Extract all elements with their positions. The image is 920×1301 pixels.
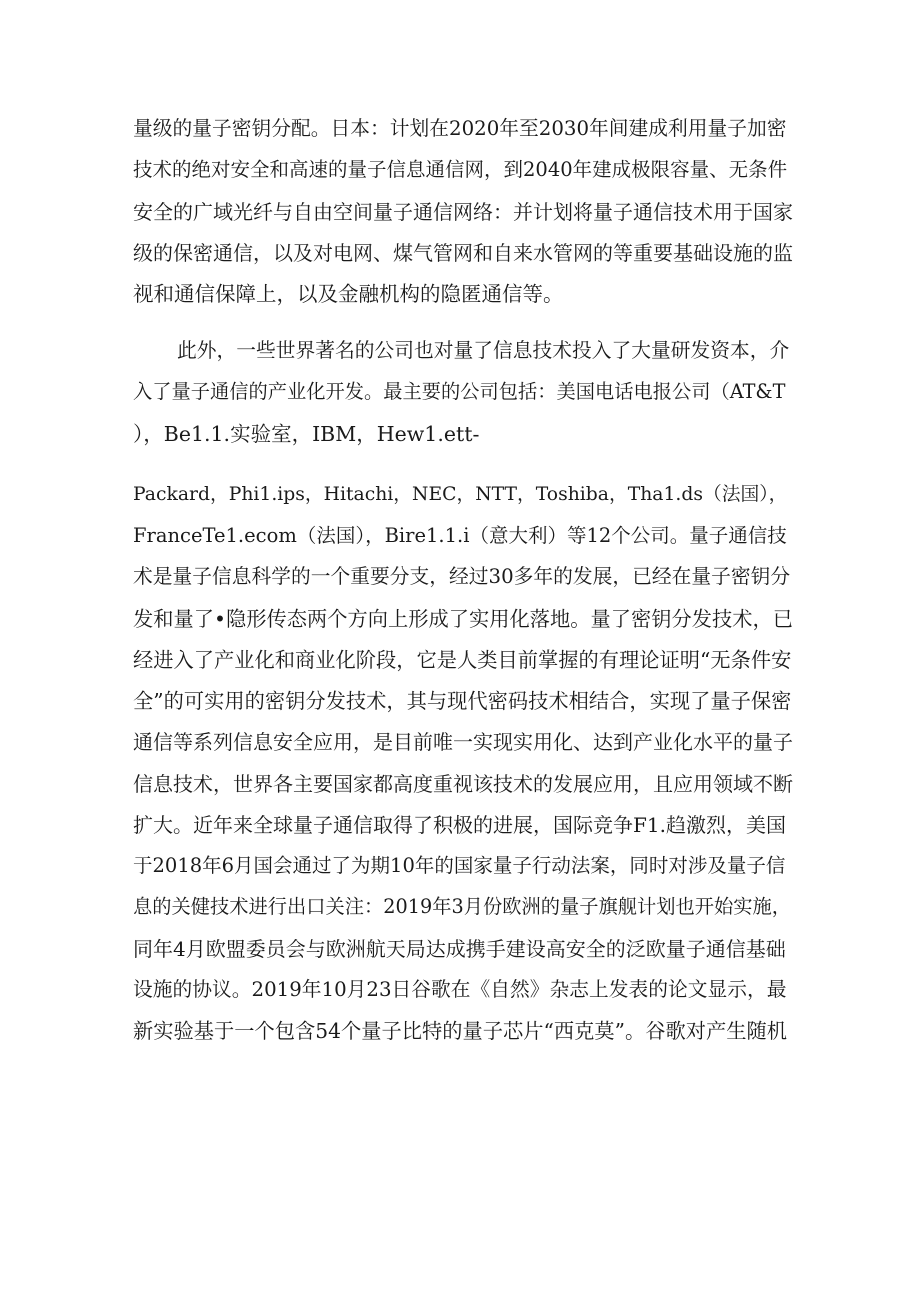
paragraph-2-line: 此外，一些世界著名的公司也对量了信息技术投入了大量研发资本，介 — [177, 339, 790, 362]
paragraph-1-line: 技术的绝对安全和高速的量子信息通信网，到2040年建成极限容量、无条件 — [133, 158, 788, 181]
paragraph-1-line: 视和通信保障上，以及金融机构的隐匿通信等。 — [133, 282, 564, 306]
paragraph-2-line: 信息技术，世界各主要国家都高度重视该技术的发展应用，且应用领域不断 — [133, 772, 793, 796]
paragraph-1-line: 安全的广域光纤与自由空间量子通信网络：并计划将量子通信技术用于国家 — [133, 200, 793, 224]
paragraph-2-line: 入了量子通信的产业化开发。最主要的公司包括：美国电话电报公司（AT&T — [133, 380, 786, 403]
paragraph-2-line: ），Be1.1.实验室，IBM，Hew1.ett- — [133, 422, 480, 446]
paragraph-2-line: Packard，Phi1.ips，Hitachi，NEC，NTT，Toshiba，Tha1.ds（法国）， — [133, 484, 788, 505]
paragraph-2-line: FranceTe1.ecom（法国），Bire1.1.i（意大利）等12个公司。量子通信技 — [133, 524, 787, 547]
paragraph-2-line: 经进入了产业化和商业化阶段，它是人类目前掌握的有理论证明“无条件安 — [133, 648, 792, 672]
paragraph-2-line: 同年4月欧盟委员会与欧洲航天局达成携手建设高安全的泛欧量子通信基础 — [133, 937, 786, 961]
paragraph-2-line: 息的关健技术进行出口关注：2019年3月份欧洲的量子旗舰计划也开始实施， — [133, 895, 791, 918]
paragraph-1-line: 级的保密通信，以及对电网、煤气管网和自来水管网的等重要基础设施的监 — [133, 241, 793, 265]
paragraph-2-line: 发和量了•隐形传态两个方向上形成了实用化落地。量了密钥分发技术，已 — [133, 607, 793, 631]
paragraph-2-line: 设施的协议。2019年10月23日谷歌在《自然》杂志上发表的论文显示，最 — [133, 978, 787, 1001]
paragraph-2-line: 新实验基于一个包含54个量子比特的量子芯片“西克莫”。谷歌对产生随机 — [133, 1019, 787, 1043]
paragraph-2-line: 通信等系列信息安全应用，是目前唯一实现实用化、达到产业化水平的量子 — [133, 730, 793, 754]
paragraph-2-line: 扩大。近年来全球量子通信取得了积极的进展，国际竞争F1.趋激烈，美国 — [133, 813, 786, 837]
paragraph-2-line: 于2018年6月国会通过了为期10年的国家量子行动法案，同时对涉及量子信 — [133, 854, 786, 877]
paragraph-1-line: 量级的量子密钥分配。日本：计划在2020年至2030年间建成利用量子加密 — [133, 117, 787, 140]
paragraph-2-line: 全”的可实用的密钥分发技术，其与现代密码技术相结合，实现了量子保密 — [133, 689, 792, 713]
paragraph-2-line: 术是量子信息科学的一个重要分支，经过30多年的发展，已经在量子密钥分 — [133, 565, 791, 588]
